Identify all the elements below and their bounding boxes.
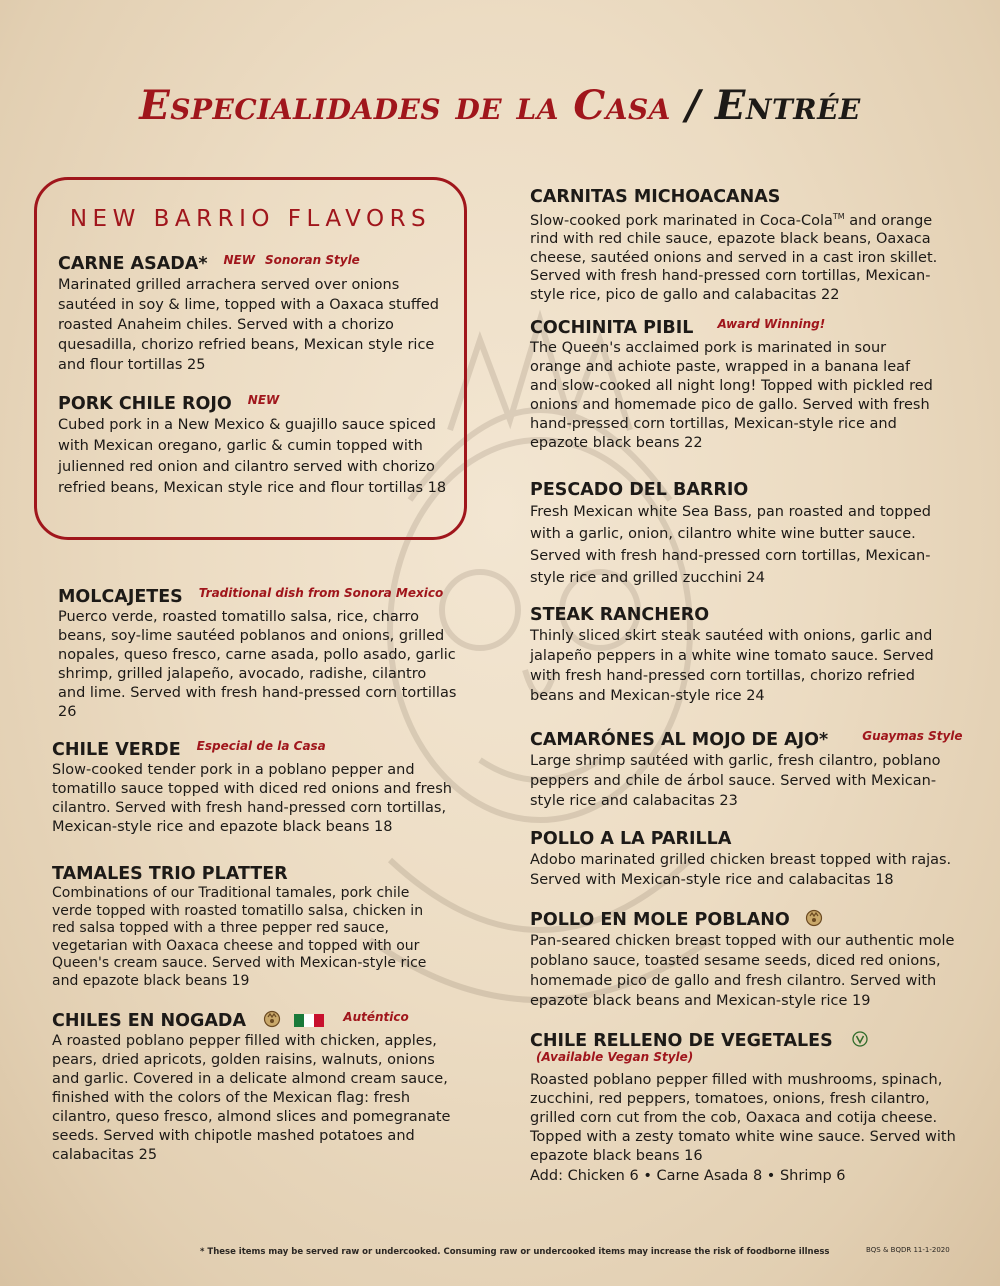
menu-item-pork-chile-rojo <box>58 394 468 499</box>
item-description-part: and orange rind with red chile sauce, epazote black beans, Oaxaca cheese, sautéed onions and served in a cast iron skillet. Served with fresh hand-pressed corn tortillas, Mexican-style rice, pico de gallo and calabacitas 22 <box>530 212 938 303</box>
item-name: COCHINITA PIBIL <box>530 318 694 338</box>
item-tag: Traditional dish from Sonora Mexico <box>198 586 444 600</box>
page-title-english: Entrée <box>714 82 861 129</box>
menu-item-chile-relleno-de-vegetales <box>530 1031 970 1186</box>
item-description: Pan-seared chicken breast topped with our authentic mole poblano sauce, toasted sesame seeds, diced red onions, homemade pico de gallo and fresh cilantro. Served with epazote black beans and Mexican-style rice 19 <box>530 933 955 1009</box>
box-title: NEW BARRIO FLAVORS <box>69 206 432 232</box>
item-name: MOLCAJETES <box>58 587 183 607</box>
item-name: STEAK RANCHERO <box>530 605 710 625</box>
item-tag: Guaymas Style <box>862 729 963 743</box>
item-name: TAMALES TRIO PLATTER <box>52 864 288 884</box>
item-name: POLLO A LA PARILLA <box>530 829 732 849</box>
item-tag: NEW <box>247 393 280 407</box>
page-title-separator: / <box>670 82 715 129</box>
item-tag: Award Winning! <box>717 317 826 331</box>
menu-item-carnitas-michoacanas <box>530 187 950 304</box>
item-tag: (Available Vegan Style) <box>536 1050 694 1064</box>
item-description: Fresh Mexican white Sea Bass, pan roasted and topped with a garlic, onion, cilantro white wine butter sauce. Served with fresh hand-pressed corn tortillas, Mexican-style rice and grilled zucchini 24 <box>530 504 931 586</box>
item-description: Slow-cooked tender pork in a poblano pepper and tomatillo sauce topped with diced red onions and fresh cilantro. Served with fresh hand-pressed corn tortillas, Mexican-style rice and epazote black beans 18 <box>52 762 452 835</box>
menu-item-chiles-en-nogada <box>52 1011 457 1165</box>
item-description: Large shrimp sautéed with garlic, fresh cilantro, poblano peppers and chile de árbol sauce. Served with Mexican-style rice and calabacitas 23 <box>530 753 941 809</box>
page-title-spanish: Especialidades de la Casa <box>139 82 671 129</box>
item-name: CARNE ASADA* <box>58 254 208 274</box>
item-description: Adobo marinated grilled chicken breast topped with rajas. Served with Mexican-style rice and calabacitas 18 <box>530 852 952 888</box>
item-name: CHILES EN NOGADA <box>52 1011 246 1031</box>
item-description: Thinly sliced skirt steak sautéed with onions, garlic and jalapeño peppers in a white wine tomato sauce. Served with fresh hand-pressed corn tortillas, chorizo refried beans and Mexican-style rice 24 <box>530 628 934 704</box>
item-add-ons: Add: Chicken 6 • Carne Asada 8 • Shrimp 6 <box>530 1168 846 1184</box>
menu-item-steak-ranchero <box>530 605 940 706</box>
item-tag-secondary: Sonoran Style <box>264 253 360 267</box>
menu-item-pollo-a-la-parilla <box>530 829 960 890</box>
item-description-part: Slow-cooked pork marinated in Coca-Cola <box>530 212 833 229</box>
item-description: Marinated grilled arrachera served over onions sautéed in soy & lime, topped with a Oaxaca stuffed roasted Anaheim chiles. Served with a chorizo quesadilla, chorizo refried beans, Mexican style rice and flour tortillas 25 <box>58 277 439 373</box>
item-description: Roasted poblano pepper filled with mushrooms, spinach, zucchini, red peppers, tomatoes, onions, fresh cilantro, grilled corn cut from the cob, Oaxaca and cotija cheese. Topped with a zesty tomato white wine sauce. Served with epazote black beans 16 <box>530 1072 956 1164</box>
item-description: A roasted poblano pepper filled with chicken, apples, pears, dried apricots, golden raisins, walnuts, onions and garlic. Covered in a delicate almond cream sauce, finished with the colors of the Mexican flag: fresh cilantro, queso fresco, almond slices and pomegranate seeds. Served with chipotle mashed potatoes and calabacitas 25 <box>52 1033 451 1163</box>
item-tag: Auténtico <box>343 1010 409 1024</box>
vegan-leaf-icon <box>852 1031 868 1047</box>
item-name: POLLO EN MOLE POBLANO <box>530 910 790 930</box>
menu-item-pescado-del-barrio <box>530 480 940 589</box>
menu-item-pollo-en-mole-poblano <box>530 910 962 1011</box>
menu-item-camarones-al-mojo-de-ajo <box>530 729 963 811</box>
menu-item-cochinita-pibil <box>530 318 940 453</box>
item-description: The Queen's acclaimed pork is marinated in sour orange and achiote paste, wrapped in a banana leaf and slow-cooked all night long! Topped with pickled red onions and homemade pico de gallo. Served with fresh hand-pressed corn tortillas, Mexican-style rice and epazote black beans 22 <box>530 340 933 451</box>
menu-item-tamales-trio-platter <box>52 864 447 990</box>
item-name: CARNITAS MICHOACANAS <box>530 187 781 207</box>
item-description <box>530 208 950 304</box>
trademark-mark: TM <box>832 212 845 221</box>
item-description: Puerco verde, roasted tomatillo salsa, rice, charro beans, soy-lime sautéed poblanos and onions, grilled nopales, queso fresco, carne asada, pollo asado, garlic shrimp, grilled jalapeño, avocado, radishe, cilantro and lime. Served with fresh hand-pressed corn tortillas 26 <box>58 609 457 720</box>
item-name: CHILE VERDE <box>52 740 181 760</box>
page-title <box>0 82 1000 129</box>
item-name: PESCADO DEL BARRIO <box>530 480 749 500</box>
queen-crest-icon <box>805 909 823 927</box>
item-name: CAMARÓNES AL MOJO DE AJO* <box>530 730 829 750</box>
item-tag: NEW <box>223 253 255 267</box>
item-name: PORK CHILE ROJO <box>58 394 232 414</box>
item-description: Combinations of our Traditional tamales, pork chile verde topped with roasted tomatillo salsa, chicken in red salsa topped with a three pepper red sauce, vegetarian with Oaxaca cheese and topped with our Queen's cream sauce. Served with Mexican-style rice and epazote black beans 19 <box>52 885 427 989</box>
mexican-flag-icon <box>294 1012 324 1025</box>
item-tag: Especial de la Casa <box>196 739 326 753</box>
menu-item-chile-verde <box>52 740 457 837</box>
menu-item-carne-asada <box>58 254 458 375</box>
queen-crest-icon <box>263 1010 281 1028</box>
menu-item-molcajetes <box>58 587 458 722</box>
item-name: CHILE RELLENO DE VEGETALES <box>530 1031 833 1051</box>
footer-code: BQS & BQDR 11-1-2020 <box>866 1246 950 1254</box>
footer-disclaimer: * These items may be served raw or undercooked. Consuming raw or undercooked items may increase the risk of foodborne illness <box>200 1247 830 1257</box>
item-description: Cubed pork in a New Mexico & guajillo sauce spiced with Mexican oregano, garlic & cumin topped with julienned red onion and cilantro served with chorizo refried beans, Mexican style rice and flour tortillas 18 <box>58 417 447 496</box>
